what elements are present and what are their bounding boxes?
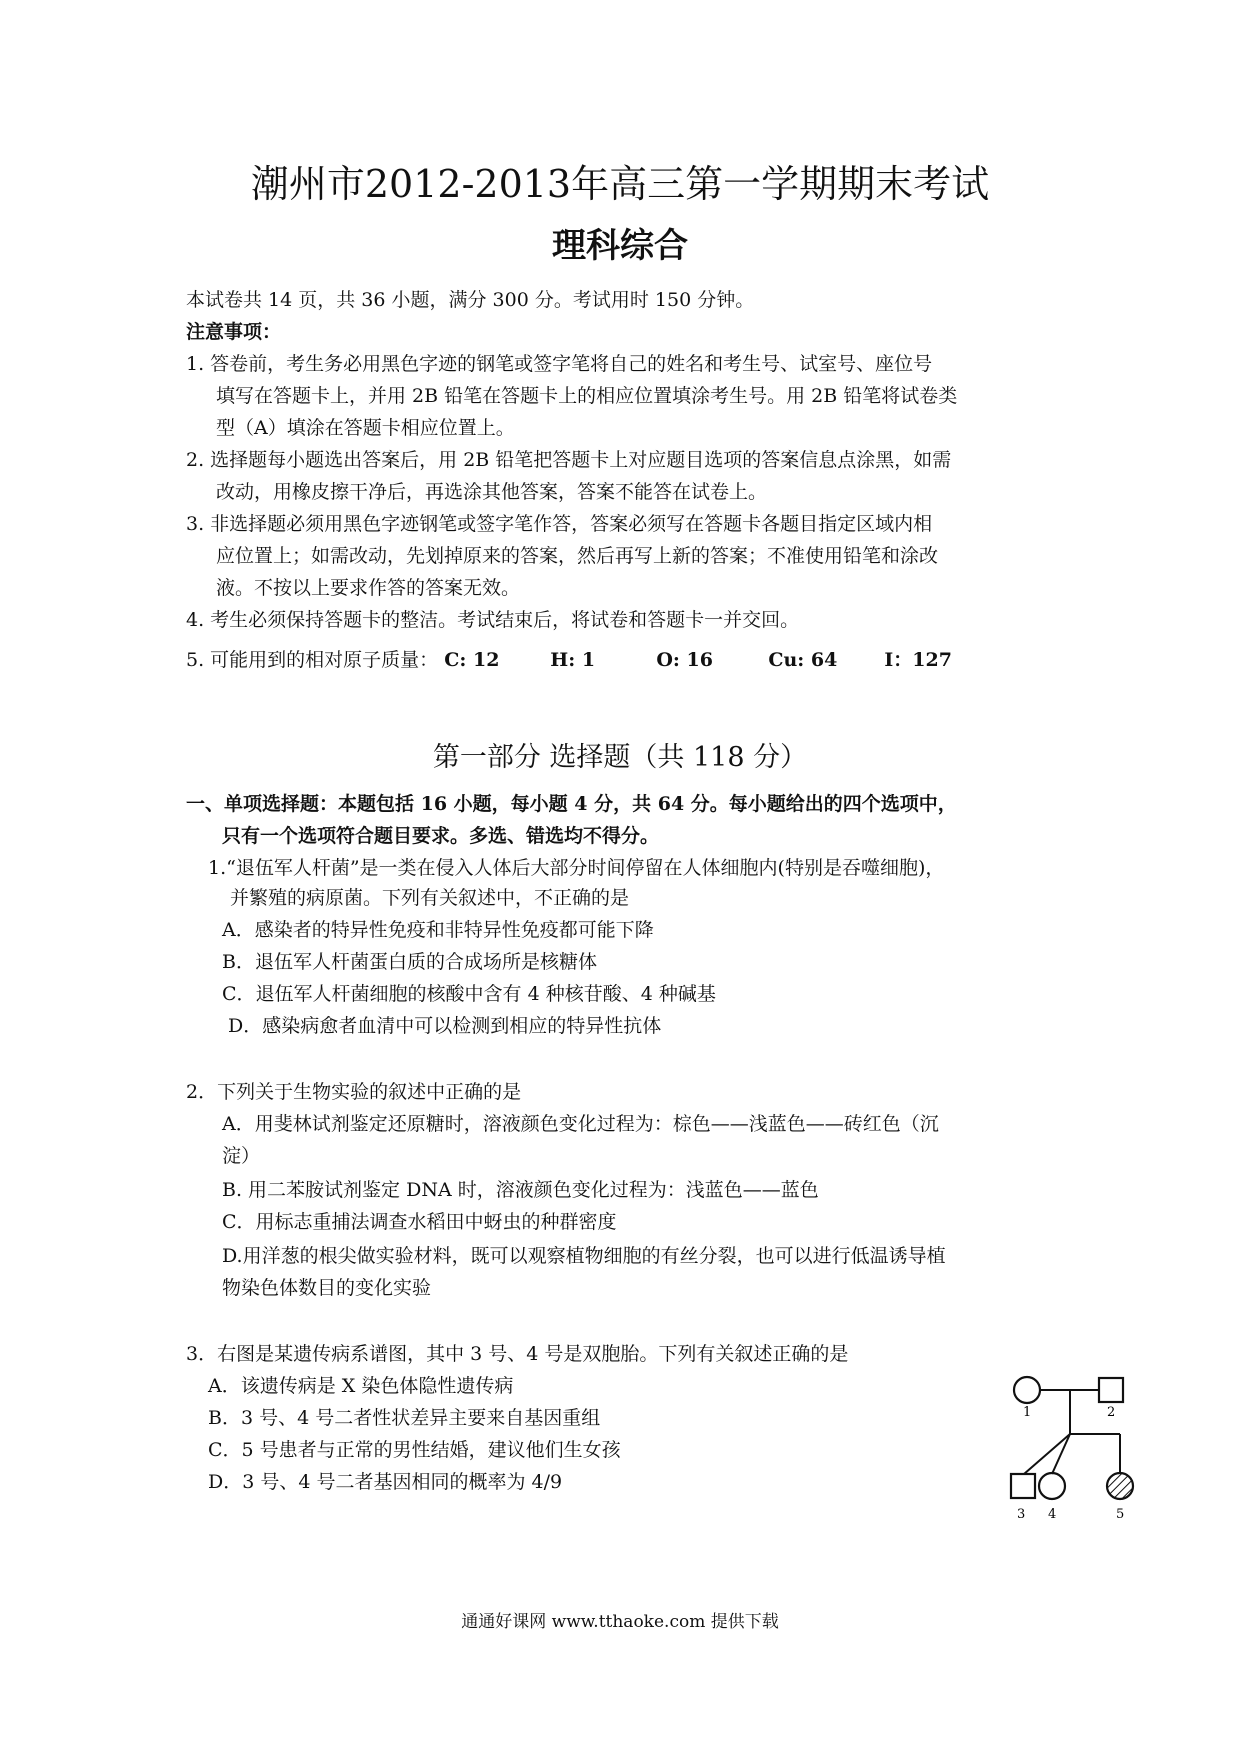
q2-option-a-line-1: A．用斐林试剂鉴定还原糖时，溶液颜色变化过程为：棕色——浅蓝色——砖红色（沉: [222, 1113, 939, 1135]
atomic-mass-h: H: 1: [550, 649, 596, 671]
twin-branch-3: [1024, 1434, 1070, 1474]
q1-option-d: D．感染病愈者血清中可以检测到相应的特异性抗体: [228, 1015, 662, 1037]
q3-option-d: D．3 号、4 号二者基因相同的概率为 4/9: [208, 1471, 563, 1493]
notice-item-4: 4. 考生必须保持答题卡的整洁。考试结束后，将试卷和答题卡一并交回。: [186, 609, 800, 631]
individual-4-female-symbol: [1039, 1473, 1065, 1499]
exam-title: 潮州市2012-2013年高三第一学期期末考试: [250, 162, 990, 206]
pedigree-label-3: 3: [1017, 1507, 1026, 1522]
section-intro-line-1: 一、单项选择题：本题包括 16 小题，每小题 4 分，共 64 分。每小题给出的四个选项中，: [186, 793, 957, 815]
q2-option-b: B. 用二苯胺试剂鉴定 DNA 时，溶液颜色变化过程为：浅蓝色——蓝色: [222, 1179, 819, 1201]
individual-1-female-symbol: [1014, 1377, 1040, 1403]
q2-option-c: C．用标志重捕法调查水稻田中蚜虫的种群密度: [222, 1211, 617, 1233]
atomic-mass-cu: Cu: 64: [768, 649, 838, 671]
q1-option-a: A．感染者的特异性免疫和非特异性免疫都可能下降: [222, 919, 654, 941]
q3-stem: 3．右图是某遗传病系谱图，其中 3 号、4 号是双胞胎。下列有关叙述正确的是: [186, 1343, 849, 1365]
q1-option-c: C．退伍军人杆菌细胞的核酸中含有 4 种核苷酸、4 种碱基: [222, 983, 716, 1005]
exam-subtitle: 理科综合: [552, 226, 688, 266]
q3-option-c: C．5 号患者与正常的男性结婚，建议他们生女孩: [208, 1439, 621, 1461]
notice-item-2-line-2: 改动，用橡皮擦干净后，再选涂其他答案，答案不能答在试卷上。: [216, 481, 768, 503]
q1-stem-line-1: 1.“退伍军人杆菌”是一类在侵入人体后大部分时间停留在人体细胞内(特别是吞噬细胞)，: [208, 857, 945, 879]
q2-option-a-line-2: 淀）: [222, 1145, 261, 1167]
notice-item-3-line-2: 应位置上；如需改动，先划掉原来的答案，然后再写上新的答案；不准使用铅笔和涂改: [216, 545, 939, 567]
q1-stem-line-2: 并繁殖的病原菌。下列有关叙述中，不正确的是: [230, 887, 630, 909]
q2-option-d-line-1: D.用洋葱的根尖做实验材料，既可以观察植物细胞的有丝分裂，也可以进行低温诱导植: [222, 1245, 946, 1267]
atomic-mass-o: O: 16: [656, 649, 713, 671]
notice-item-1-line-1: 1. 答卷前，考生务必用黑色字迹的钢笔或签字笔将自己的姓名和考生号、试室号、座位号: [186, 353, 933, 375]
q3-option-b: B．3 号、4 号二者性状差异主要来自基因重组: [208, 1407, 601, 1429]
notice-item-5: [186, 646, 952, 674]
notice-item-3-line-1: 3. 非选择题必须用黑色字迹钢笔或签字笔作答，答案必须写在答题卡各题目指定区域内相: [186, 513, 933, 535]
notice-heading: 注意事项：: [186, 321, 282, 343]
q2-option-d-line-2: 物染色体数目的变化实验: [222, 1277, 432, 1299]
pedigree-label-5: 5: [1116, 1507, 1125, 1522]
notice-item-2-line-1: 2. 选择题每小题选出答案后，用 2B 铅笔把答题卡上对应题目选项的答案信息点涂黑，如需: [186, 449, 952, 471]
q3-option-a: A．该遗传病是 X 染色体隐性遗传病: [208, 1375, 514, 1397]
individual-5-affected-female-symbol: [1107, 1473, 1133, 1499]
page-footer: 通通好课网 www.tthaoke.com 提供下载: [461, 1612, 779, 1632]
pedigree-label-4: 4: [1048, 1507, 1057, 1522]
twin-branch-4: [1052, 1434, 1070, 1474]
pedigree-label-2: 2: [1107, 1405, 1116, 1420]
notice-item-3-line-3: 液。不按以上要求作答的答案无效。: [216, 577, 521, 599]
pedigree-chart: [970, 1370, 1150, 1530]
q2-stem: 2．下列关于生物实验的叙述中正确的是: [186, 1081, 522, 1103]
individual-2-male-symbol: [1099, 1378, 1123, 1402]
individual-3-male-symbol: [1011, 1474, 1035, 1498]
section-intro-line-2: 只有一个选项符合题目要求。多选、错选均不得分。: [222, 825, 660, 847]
exam-intro: 本试卷共 14 页，共 36 小题，满分 300 分。考试用时 150 分钟。: [186, 289, 755, 311]
notice-item-1-line-2: 填写在答题卡上，并用 2B 铅笔在答题卡上的相应位置填涂考生号。用 2B 铅笔将试卷类: [216, 385, 958, 407]
atomic-mass-c: C: 12: [444, 649, 500, 671]
atomic-mass-i: I：127: [884, 649, 952, 671]
pedigree-label-1: 1: [1023, 1405, 1032, 1420]
atomic-mass-label: 5. 可能用到的相对原子质量：: [186, 649, 439, 671]
notice-item-1-line-3: 型（A）填涂在答题卡相应位置上。: [216, 417, 515, 439]
part-one-heading: 第一部分 选择题（共 118 分）: [432, 742, 808, 773]
q1-option-b: B．退伍军人杆菌蛋白质的合成场所是核糖体: [222, 951, 597, 973]
